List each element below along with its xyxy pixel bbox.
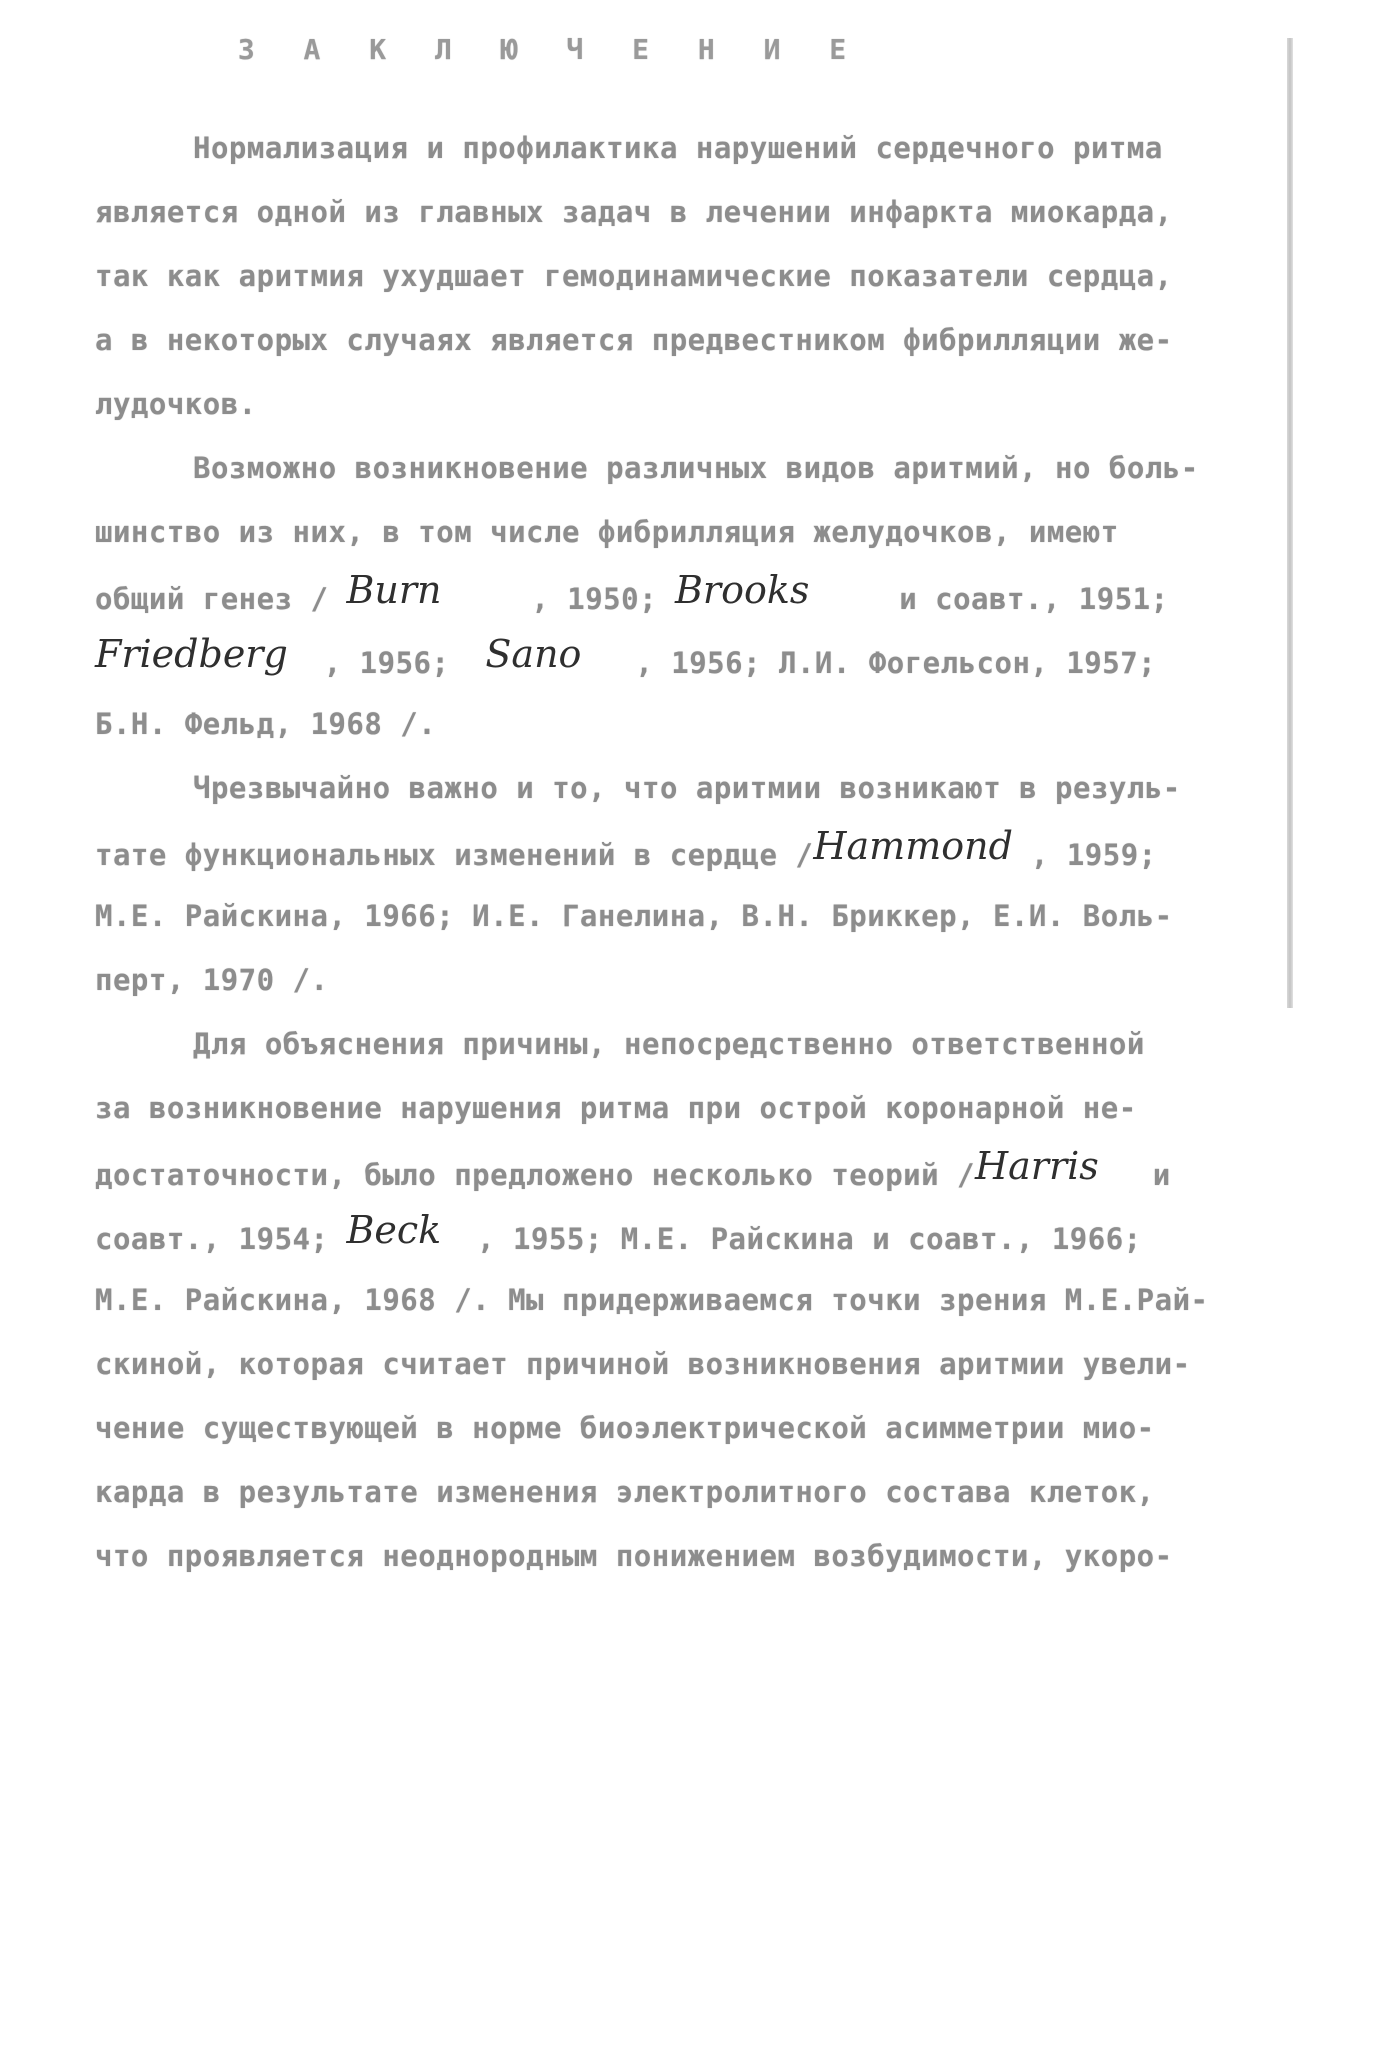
text-line-with-citations [95,824,1157,872]
text-line: лудочков. [95,387,257,421]
text-line: Для объяснения причины, непосредственно ответственной [193,1027,1145,1061]
page-title: З А К Л Ю Ч Е Н И Е [237,33,863,66]
handwritten-citation: Burn [346,568,442,612]
handwritten-citation: Friedberg [95,632,288,676]
text-segment: соавт., 1954; [95,1222,329,1256]
text-segment: , 1956; Л.И. Фогельсон, 1957; [635,646,1157,680]
text-line: Возможно возникновение различных видов аритмий, но боль- [193,451,1199,485]
text-segment: достаточности, было предложено несколько теорий / [95,1158,976,1192]
text-segment: общий генез / [95,582,329,616]
text-line: М.Е. Райскина, 1966; И.Е. Ганелина, В.Н. Бриккер, Е.И. Воль- [95,899,1173,933]
text-segment: тате функциональных изменений в сердце / [95,838,814,872]
handwritten-citation: Sano [485,632,582,676]
text-segment: , 1956; [323,646,450,680]
text-line: шинство из них, в том числе фибрилляция желудочков, имеют [95,515,1119,549]
text-line: Чрезвычайно важно и то, что аритмии возникают в резуль- [193,771,1181,805]
text-segment: , 1955; М.Е. Райскина и соавт., 1966; [477,1222,1142,1256]
text-line: является одной из главных задач в лечении инфаркта миокарда, [95,195,1173,229]
text-line: так как аритмия ухудшает гемодинамические показатели сердца, [95,259,1173,293]
text-segment: , 1959; [1030,838,1157,872]
text-line: за возникновение нарушения ритма при острой коронарной не- [95,1091,1137,1125]
text-line: что проявляется неоднородным понижением возбудимости, укоро- [95,1539,1173,1573]
text-line: М.Е. Райскина, 1968 /. Мы придерживаемся точки зрения М.Е.Рай- [95,1283,1209,1317]
text-line: Нормализация и профилактика нарушений сердечного ритма [193,131,1163,165]
text-segment: и соавт., 1951; [899,582,1169,616]
handwritten-citation: Brooks [675,568,810,612]
text-line-with-citations [95,632,1157,680]
text-line: чение существующей в норме биоэлектрической асимметрии мио- [95,1411,1155,1445]
handwritten-citation: Hammond [813,824,1013,868]
text-line-with-citations [95,1208,1142,1256]
text-line-with-citations [95,1144,1171,1192]
text-segment: , 1950; [531,582,658,616]
text-line: скиной, которая считает причиной возникновения аритмии увели- [95,1347,1191,1381]
text-line: карда в результате изменения электролитного состава клеток, [95,1475,1155,1509]
handwritten-citation: Beck [346,1208,442,1252]
text-line: а в некоторых случаях является предвестником фибрилляции же- [95,323,1173,357]
text-line-with-citations [95,568,1169,616]
text-line: Б.Н. Фельд, 1968 /. [95,707,437,741]
text-line: перт, 1970 /. [95,963,329,997]
handwritten-citation: Harris [975,1144,1099,1188]
margin-rule [1287,38,1293,1008]
text-segment: и [1152,1158,1171,1192]
